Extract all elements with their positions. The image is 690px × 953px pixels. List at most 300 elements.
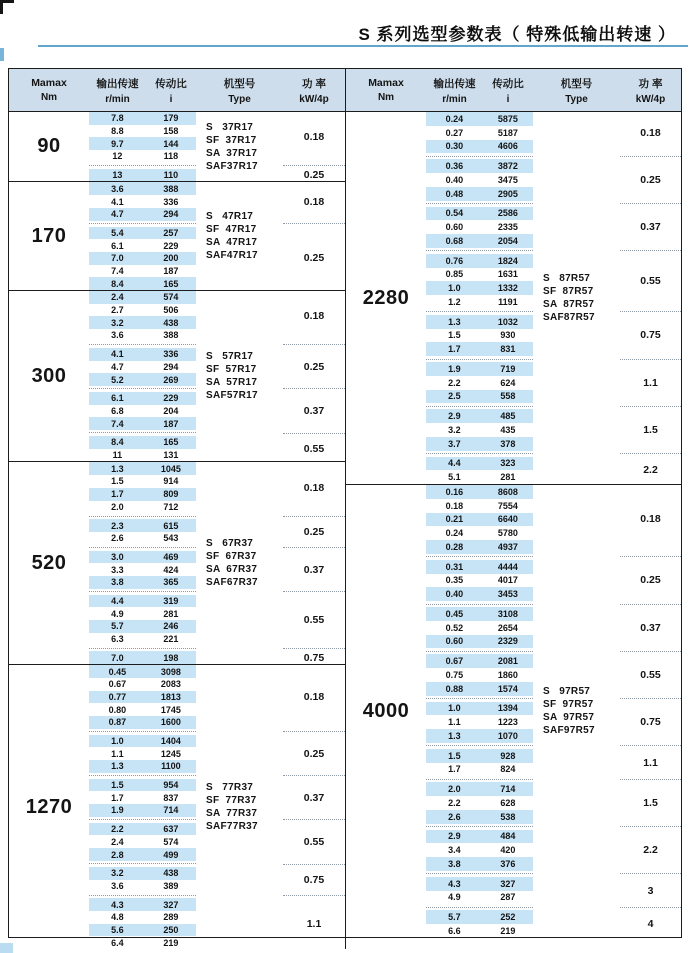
model-type-block	[196, 210, 283, 262]
ratio-value: 336	[163, 196, 179, 207]
ratio-value: 3108	[497, 608, 518, 619]
spec-row	[426, 281, 533, 295]
power-value: 3	[647, 884, 654, 897]
value-section	[89, 735, 196, 773]
output-speed-column-header	[89, 69, 146, 111]
ratio-value: 250	[163, 924, 179, 935]
spec-row	[426, 857, 533, 871]
output-speed-value: 0.54	[445, 208, 464, 219]
spec-row	[426, 621, 533, 635]
output-speed-value: 1.9	[448, 363, 461, 374]
model-type-line: SAF97R57	[543, 725, 595, 737]
output-speed-value: 3.0	[111, 551, 124, 562]
power-value: 0.75	[640, 716, 661, 729]
spec-row	[89, 488, 196, 501]
output-speed-value: 4.7	[111, 209, 124, 220]
ratio-value: 469	[163, 551, 179, 562]
output-speed-value: 2.0	[448, 784, 461, 795]
ratio-value: 930	[500, 330, 516, 341]
spec-row	[89, 924, 196, 937]
dotted-separator	[620, 601, 681, 607]
spec-row	[89, 760, 196, 773]
spec-row	[426, 409, 533, 423]
ratio-value: 574	[163, 836, 179, 847]
torque-group-label: 2280	[362, 286, 410, 309]
torque-group	[9, 112, 345, 181]
ratio-value: 1245	[160, 748, 181, 759]
spec-row	[426, 810, 533, 824]
power-value: 1.5	[643, 423, 658, 436]
spec-row	[426, 159, 533, 173]
ratio-value: 204	[163, 405, 179, 416]
spec-row	[89, 791, 196, 804]
spec-row	[89, 620, 196, 633]
value-section	[89, 651, 196, 664]
header-label: 功 率	[302, 77, 326, 90]
spec-row	[89, 779, 196, 792]
spec-row	[426, 499, 533, 513]
model-type-line: SF 97R57	[543, 699, 594, 711]
ratio-value: 165	[163, 437, 179, 448]
ratio-value: 2654	[497, 622, 518, 633]
output-speed-value: 0.60	[445, 222, 464, 233]
header-label: 输出传速	[96, 77, 139, 90]
torque-group	[346, 484, 681, 938]
model-type-line: SA 87R57	[543, 299, 595, 310]
power-value: 0.37	[303, 405, 325, 418]
ratio-value: 628	[500, 797, 516, 808]
ratio-value: 424	[163, 564, 179, 575]
values-column	[89, 112, 196, 181]
output-speed-value: 3.4	[448, 845, 461, 856]
model-type-line: SA 37R17	[206, 147, 258, 159]
model-type-line: SAF37R17	[206, 160, 258, 172]
dotted-separator	[620, 451, 681, 457]
output-speed-value: 3.6	[111, 880, 124, 891]
ratio-value: 914	[163, 476, 179, 487]
spec-row	[426, 729, 533, 743]
header-label: 传动比	[155, 77, 187, 90]
spec-row	[89, 405, 196, 418]
ratio-value: 2081	[497, 656, 518, 667]
model-type-line: S 67R37	[206, 538, 254, 550]
ratio-value: 1394	[497, 703, 518, 714]
dotted-separator	[426, 403, 533, 409]
ratio-value: 388	[163, 183, 179, 194]
dotted-separator	[426, 601, 533, 607]
dotted-separator	[283, 817, 345, 823]
spec-row	[89, 651, 196, 664]
spec-row	[89, 716, 196, 729]
ratio-value: 3872	[497, 161, 518, 172]
spec-row	[426, 924, 533, 938]
ratio-value: 229	[163, 240, 179, 251]
ratio-value: 831	[500, 344, 516, 355]
output-speed-value: 4.7	[111, 361, 124, 372]
model-type-line: SA 67R37	[206, 564, 258, 576]
values-column	[89, 462, 196, 664]
spec-row	[89, 392, 196, 405]
spec-row	[426, 234, 533, 248]
torque-group	[9, 290, 345, 461]
ratio-column-header	[146, 69, 196, 111]
spec-row	[89, 329, 196, 342]
dotted-separator	[89, 163, 196, 169]
output-speed-value: 0.80	[108, 704, 127, 715]
output-speed-value: 0.40	[445, 174, 464, 185]
spec-row	[89, 633, 196, 646]
spec-row	[89, 208, 196, 221]
spec-row	[89, 835, 196, 848]
ratio-value: 1191	[498, 296, 518, 307]
value-section	[89, 348, 196, 386]
value-section	[89, 436, 196, 461]
power-column	[620, 112, 681, 484]
torque-group-label: 90	[37, 135, 61, 158]
spec-row	[89, 182, 196, 195]
model-type-line: SA 77R37	[206, 808, 258, 820]
ratio-value: 1600	[160, 717, 181, 728]
value-section	[89, 823, 196, 861]
ratio-value: 294	[163, 209, 179, 220]
spec-row	[89, 265, 196, 278]
ratio-value: 200	[163, 253, 179, 264]
model-type-line: S 97R57	[543, 686, 591, 698]
output-speed-value: 0.75	[445, 669, 464, 680]
torque-column-header	[346, 69, 426, 111]
output-speed-value: 0.18	[445, 500, 464, 511]
output-speed-value: 0.31	[445, 561, 464, 572]
table-body	[9, 112, 681, 949]
values-column	[89, 665, 196, 949]
ratio-value: 365	[163, 577, 179, 588]
spec-row	[426, 485, 533, 499]
spec-row	[89, 137, 196, 150]
value-section	[426, 457, 533, 485]
spec-row	[89, 691, 196, 704]
dotted-separator	[283, 386, 345, 392]
spec-row	[89, 911, 196, 924]
header-unit: kW/4p	[299, 93, 329, 105]
output-speed-value: 1.0	[448, 283, 461, 294]
power-value: 1.1	[643, 756, 658, 769]
spec-row	[426, 877, 533, 891]
output-speed-value: 8.4	[111, 437, 124, 448]
spec-row	[89, 703, 196, 716]
output-speed-value: 1.7	[111, 792, 124, 803]
spec-row	[89, 898, 196, 911]
power-column-header	[283, 69, 345, 111]
dotted-separator	[283, 646, 345, 652]
torque-group	[9, 181, 345, 290]
output-speed-value: 11	[112, 449, 123, 460]
output-speed-value: 2.6	[111, 533, 124, 544]
output-speed-value: 5.4	[111, 227, 124, 238]
value-section	[426, 782, 533, 823]
spec-row	[426, 782, 533, 796]
output-speed-value: 1.0	[448, 703, 461, 714]
spec-row	[426, 423, 533, 437]
power-value: 0.37	[640, 621, 661, 634]
spec-row	[426, 715, 533, 729]
output-speed-value: 0.67	[445, 656, 464, 667]
ratio-value: 287	[500, 892, 516, 903]
spec-row	[426, 376, 533, 390]
ratio-value: 289	[163, 912, 179, 923]
spec-row	[89, 475, 196, 488]
power-value: 0.37	[303, 563, 325, 576]
spec-row	[426, 295, 533, 309]
output-speed-value: 2.4	[111, 292, 124, 303]
value-section	[426, 207, 533, 248]
spec-row	[89, 150, 196, 163]
value-section	[89, 291, 196, 342]
dotted-separator	[620, 904, 681, 910]
spec-row	[426, 220, 533, 234]
ratio-value: 2329	[497, 636, 518, 647]
dotted-separator	[426, 776, 533, 782]
spec-row	[426, 342, 533, 356]
dotted-separator	[283, 545, 345, 551]
ratio-value: 229	[163, 393, 179, 404]
output-speed-value: 5.1	[448, 472, 461, 483]
output-speed-value: 4.4	[448, 458, 461, 469]
value-section	[426, 654, 533, 695]
output-speed-value: 4.8	[111, 912, 124, 923]
spec-row	[426, 140, 533, 154]
ratio-value: 624	[500, 377, 516, 388]
spec-row	[426, 187, 533, 201]
dotted-separator	[426, 153, 533, 159]
spec-row	[89, 867, 196, 880]
selection-parameter-table	[8, 68, 682, 948]
value-section	[426, 910, 533, 938]
spec-row	[89, 373, 196, 386]
spec-row	[89, 125, 196, 138]
dotted-separator	[620, 153, 681, 159]
spec-row	[89, 449, 196, 462]
ratio-value: 824	[500, 764, 516, 775]
ratio-value: 246	[163, 621, 179, 632]
power-value: 0.25	[303, 525, 325, 538]
header-label: Mamax	[368, 77, 404, 89]
dotted-separator	[89, 386, 196, 392]
ratio-value: 1574	[497, 683, 518, 694]
torque-group	[346, 112, 681, 484]
ratio-value: 543	[163, 533, 179, 544]
output-speed-value: 1.3	[448, 316, 461, 327]
spec-row	[426, 315, 533, 329]
ratio-value: 1070	[497, 730, 518, 741]
spec-row	[89, 936, 196, 949]
dotted-separator	[426, 648, 533, 654]
output-speed-value: 0.28	[445, 541, 464, 552]
ratio-value: 574	[163, 292, 179, 303]
ratio-value: 1404	[160, 736, 181, 746]
model-type-line: SAF47R17	[206, 250, 258, 262]
output-speed-value: 3.2	[448, 424, 461, 435]
value-section	[89, 112, 196, 163]
output-speed-value: 3.7	[448, 438, 461, 449]
power-value: 0.18	[303, 481, 325, 494]
output-speed-value: 1.0	[111, 736, 124, 746]
ratio-value: 928	[500, 750, 516, 761]
output-speed-value: 1.1	[111, 748, 124, 759]
power-value: 0.25	[303, 360, 325, 373]
dotted-separator	[426, 743, 533, 749]
header-label: Mamax	[31, 77, 67, 89]
dotted-separator	[283, 589, 345, 595]
output-speed-value: 3.2	[111, 317, 124, 328]
ratio-value: 499	[163, 849, 179, 860]
ratio-value: 110	[163, 170, 179, 181]
dotted-separator	[283, 773, 345, 779]
spec-row	[426, 830, 533, 844]
ratio-value: 5875	[497, 113, 518, 124]
output-speed-value: 2.7	[111, 305, 124, 316]
header-unit: Type	[228, 93, 251, 105]
output-speed-value: 0.35	[445, 575, 464, 586]
spec-row	[89, 361, 196, 374]
ratio-value: 1745	[160, 704, 181, 715]
torque-group-label: 520	[31, 551, 67, 574]
model-type-line: SF 77R37	[206, 795, 257, 807]
model-type-line: S 57R17	[206, 351, 254, 363]
spec-row	[426, 891, 533, 905]
header-unit: r/min	[442, 93, 467, 105]
spec-row	[426, 587, 533, 601]
table-header-right	[345, 69, 681, 111]
ratio-value: 1631	[497, 269, 518, 280]
value-section	[426, 830, 533, 871]
value-section	[426, 877, 533, 905]
output-speed-value: 5.2	[111, 374, 124, 385]
output-speed-value: 4.3	[448, 878, 461, 889]
spec-row	[426, 457, 533, 471]
spec-row	[426, 763, 533, 777]
power-value: 0.25	[640, 173, 661, 186]
spec-row	[426, 470, 533, 484]
header-label: 功 率	[638, 77, 663, 90]
value-section	[426, 112, 533, 153]
dotted-separator	[426, 904, 533, 910]
dotted-separator	[89, 221, 196, 227]
torque-group-label: 4000	[362, 699, 410, 722]
dotted-separator	[620, 554, 681, 560]
dotted-separator	[620, 776, 681, 782]
value-section	[426, 702, 533, 743]
dotted-separator	[283, 861, 345, 867]
dotted-separator	[426, 554, 533, 560]
header-label: 机型号	[223, 77, 256, 90]
ratio-value: 376	[500, 858, 516, 869]
output-speed-value: 6.1	[111, 393, 124, 404]
spec-row	[89, 501, 196, 514]
output-speed-value: 0.24	[445, 113, 464, 124]
torque-group	[9, 664, 345, 949]
table-left-half	[9, 112, 345, 949]
spec-row	[89, 348, 196, 361]
output-speed-value: 3.2	[111, 868, 124, 879]
spec-row	[426, 796, 533, 810]
power-value: 0.25	[303, 747, 325, 760]
output-speed-value: 13	[112, 170, 123, 181]
output-speed-value: 6.6	[448, 925, 461, 936]
ratio-value: 714	[163, 805, 179, 816]
output-speed-value: 7.4	[111, 265, 124, 276]
output-speed-value: 3.8	[448, 858, 461, 869]
dotted-separator	[620, 403, 681, 409]
ratio-value: 954	[163, 780, 179, 791]
header-unit: kW/4p	[635, 93, 666, 105]
spec-row	[426, 702, 533, 716]
dotted-separator	[620, 696, 681, 702]
dotted-separator	[283, 221, 345, 227]
header-unit: Type	[565, 93, 588, 105]
header-unit: Nm	[377, 92, 395, 103]
dotted-separator	[620, 309, 681, 315]
spec-row	[89, 551, 196, 564]
ratio-value: 131	[163, 449, 179, 460]
value-section	[89, 392, 196, 430]
header-label: 输出传速	[433, 77, 476, 90]
output-speed-value: 5.7	[448, 912, 461, 923]
power-value: 0.25	[303, 252, 325, 265]
power-value: 0.18	[303, 195, 325, 208]
ratio-value: 6640	[497, 514, 518, 525]
output-speed-value: 4.1	[111, 349, 124, 360]
power-value: 0.18	[303, 690, 325, 703]
ratio-value: 252	[500, 912, 516, 923]
power-value: 0.18	[640, 513, 661, 526]
ratio-value: 4444	[497, 561, 518, 572]
ratio-value: 837	[163, 792, 179, 803]
output-speed-value: 0.60	[445, 636, 464, 647]
output-speed-column-header	[426, 69, 483, 111]
output-speed-value: 7.0	[111, 652, 124, 663]
torque-group-label: 300	[31, 364, 67, 387]
dotted-separator	[426, 201, 533, 207]
power-column	[283, 112, 345, 181]
spec-row	[89, 595, 196, 608]
output-speed-value: 1.5	[111, 476, 124, 487]
spec-row	[426, 329, 533, 343]
ratio-value: 327	[500, 878, 516, 889]
power-value: 2.2	[643, 464, 658, 477]
spec-row	[89, 532, 196, 545]
spec-row	[426, 207, 533, 221]
spec-row	[426, 437, 533, 451]
output-speed-value: 6.4	[111, 937, 124, 948]
dotted-separator	[620, 743, 681, 749]
power-column	[283, 462, 345, 664]
header-unit: Nm	[40, 92, 58, 103]
dotted-separator	[426, 824, 533, 830]
power-value: 1.5	[643, 796, 658, 809]
values-column	[89, 182, 196, 290]
output-speed-value: 1.3	[448, 730, 461, 741]
value-section	[426, 362, 533, 403]
ratio-value: 327	[163, 899, 179, 910]
ratio-value: 714	[500, 784, 516, 795]
values-column	[426, 112, 533, 484]
output-speed-value: 0.76	[445, 255, 464, 266]
ratio-value: 4606	[497, 141, 518, 152]
header-unit: i	[506, 93, 510, 105]
spec-row	[426, 513, 533, 527]
power-value: 1.1	[306, 917, 322, 930]
ratio-value: 294	[163, 361, 179, 372]
